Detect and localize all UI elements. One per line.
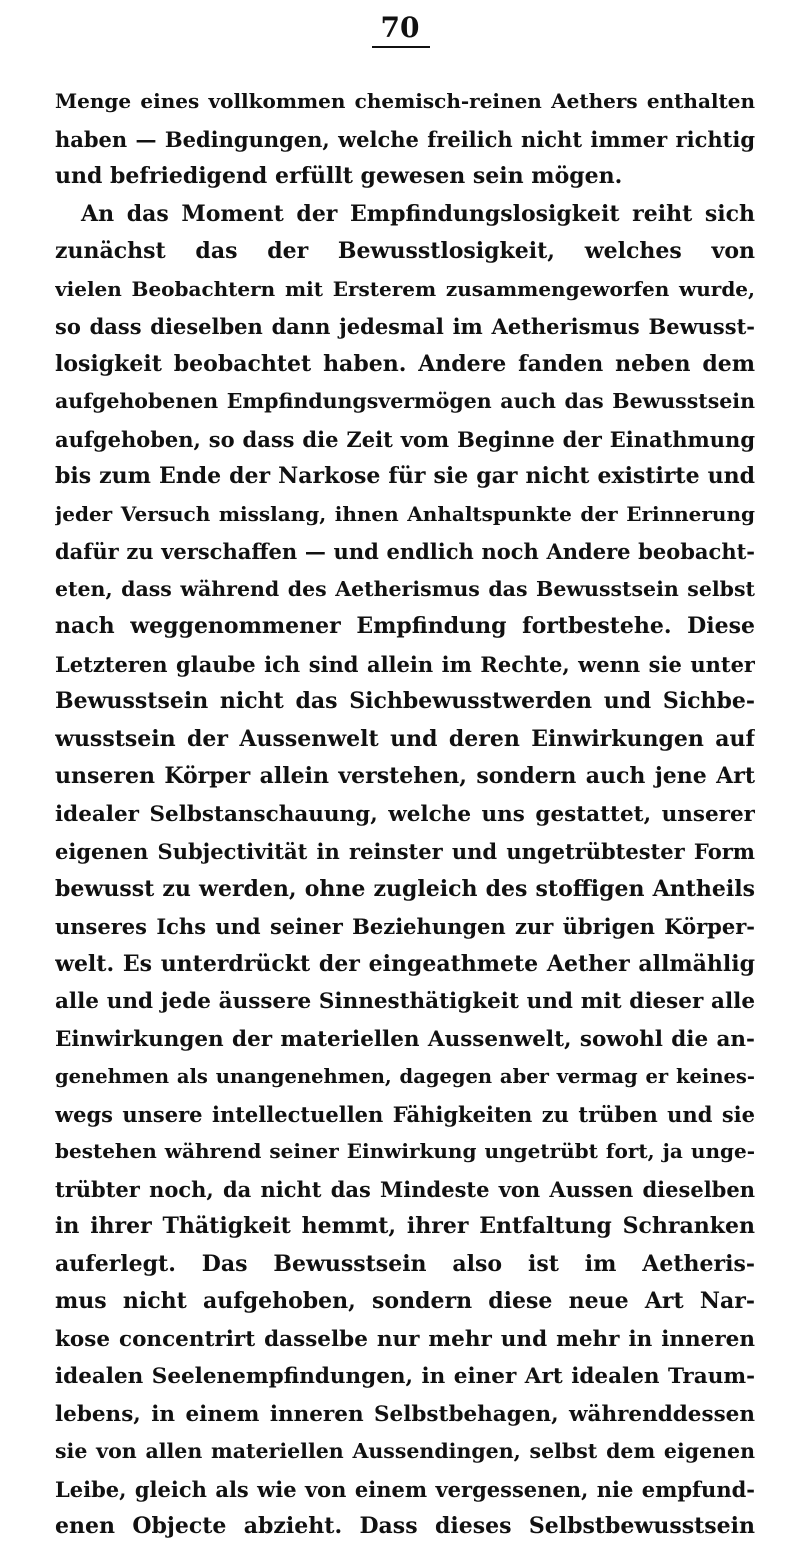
text-line: so dass dieselben dann jedesmal im Aetherismus Bewusst- [55,314,755,339]
text-line: unseren Körper allein verstehen, sondern auch jene Art [55,763,755,789]
text-line: wegs unsere intellectuellen Fähigkeiten zu trüben und sie [55,1101,755,1127]
text-line: wusstsein der Aussenwelt und deren Einwirkungen auf [55,725,755,752]
text-line: jeder Versuch misslang, ihnen Anhaltspunkte der Erinnerung [55,501,755,526]
text-line: idealer Selbstanschauung, welche uns gestattet, unserer [55,801,755,827]
text-line: eigenen Subjectivität in reinster und ungetrübtester Form [55,839,755,864]
text-line: enen Objecte abzieht. Dass dieses Selbstbewusstsein [55,1513,755,1539]
text-line: losigkeit beobachtet haben. Andere fanden neben dem [55,350,755,377]
text-line: auferlegt. Das Bewusstsein also ist im Aetheris- [55,1250,755,1277]
text-line: welt. Es unterdrückt der eingeathmete Aether allmählig [55,950,755,977]
body-text [55,83,755,1546]
text-line: haben — Bedingungen, welche freilich nicht immer richtig [55,126,755,152]
page-number: 70 [380,11,420,44]
text-line: Einwirkungen der materiellen Aussenwelt, sowohl die an- [55,1026,755,1052]
text-line: bewusst zu werden, ohne zugleich des stoffigen Antheils [55,875,755,902]
text-line: dafür zu verschaffen — und endlich noch Andere beobacht- [55,539,755,564]
text-line: Menge eines vollkommen chemisch-reinen Aethers enthalten [55,89,755,113]
text-line: lebens, in einem inneren Selbstbehagen, währenddessen [55,1401,755,1427]
text-line: Bewusstsein nicht das Sichbewusstwerden und Sichbe- [55,688,755,714]
page-number-rule [372,46,430,48]
text-line: unseres Ichs und seiner Beziehungen zur übrigen Körper- [55,914,755,939]
text-line: kose concentrirt dasselbe nur mehr und mehr in inneren [55,1326,755,1352]
text-line: und befriedigend erfüllt gewesen sein mögen. [55,163,623,189]
text-line: vielen Beobachtern mit Ersterem zusammengeworfen wurde, [55,276,755,301]
text-line: aufgehoben, so dass die Zeit vom Beginne der Einathmung [55,426,755,452]
text-line: mus nicht aufgehoben, sondern diese neue Art Nar- [55,1288,755,1314]
text-line: genehmen als unangenehmen, dagegen aber vermag er keines- [55,1065,755,1088]
text-line: aufgehobenen Empfindungsvermögen auch das Bewusstsein [55,389,755,413]
text-line: zunächst das der Bewusstlosigkeit, welches von [55,238,755,264]
text-line: An das Moment der Empfindungslosigkeit reiht sich [81,200,755,227]
text-line: nach weggenommener Empfindung fortbestehe. Diese [55,613,755,639]
text-line: idealen Seelenempfindungen, in einer Art idealen Traum- [55,1364,755,1389]
text-line: sie von allen materiellen Aussendingen, selbst dem eigenen [55,1439,755,1463]
text-line: bis zum Ende der Narkose für sie gar nicht existirte und [55,463,755,489]
text-line: eten, dass während des Aetherismus das Bewusstsein selbst [55,576,755,601]
text-line: bestehen während seiner Einwirkung ungetrübt fort, ja unge- [55,1139,755,1163]
text-line: Letzteren glaube ich sind allein im Rechte, wenn sie unter [55,651,755,677]
text-line: alle und jede äussere Sinnesthätigkeit und mit dieser alle [55,989,755,1014]
text-line: in ihrer Thätigkeit hemmt, ihrer Entfaltung Schranken [55,1213,755,1239]
text-line: Leibe, gleich als wie von einem vergessenen, nie empfund- [55,1476,755,1502]
text-line: trübter noch, da nicht das Mindeste von Aussen dieselben [55,1176,755,1202]
